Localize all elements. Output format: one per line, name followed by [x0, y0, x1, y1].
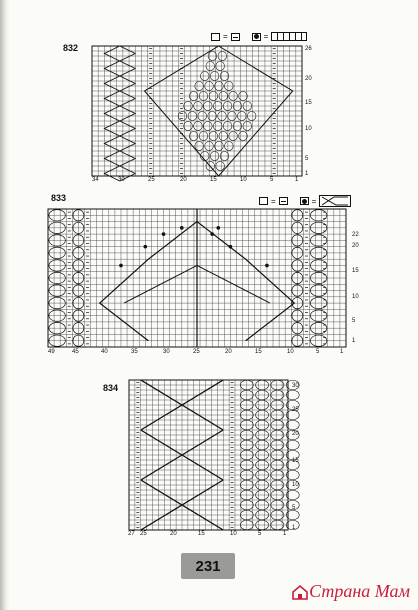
- chart-834-label: 834: [103, 383, 119, 393]
- tick-label: 10: [230, 531, 237, 537]
- stitch-purl-box-icon: [279, 197, 288, 205]
- tick-label: 20: [180, 177, 187, 183]
- cable-icon: [319, 195, 351, 207]
- binding-shadow: [0, 0, 10, 610]
- tick-label: 15: [198, 531, 205, 537]
- tick-label: 10: [305, 126, 312, 132]
- tick-label: 35: [131, 349, 138, 355]
- chart-833-legend: = =: [259, 195, 351, 207]
- tick-label: 10: [292, 482, 299, 488]
- stitch-knit-box-icon: [211, 33, 220, 41]
- grid-lines: [129, 380, 288, 530]
- tick-label: 15: [305, 100, 312, 106]
- tick-label: 1: [295, 177, 299, 183]
- tick-label: 1: [305, 171, 309, 177]
- tick-label: 30: [118, 177, 125, 183]
- lace-diamonds: [104, 46, 135, 181]
- tick-label: 20: [305, 76, 312, 82]
- chart-833-grid: [48, 209, 346, 347]
- chart-834-grid: [129, 380, 288, 530]
- tick-label: 5: [316, 349, 320, 355]
- watermark: [291, 581, 410, 602]
- tick-label: 10: [352, 294, 359, 300]
- tick-label: 20: [352, 243, 359, 249]
- tick-label: 1: [283, 531, 287, 537]
- tick-label: 5: [292, 505, 296, 511]
- stitch-purl-box-icon: [231, 33, 240, 41]
- tick-label: 30: [163, 349, 170, 355]
- tick-label: 15: [210, 177, 217, 183]
- tick-label: 5: [270, 177, 274, 183]
- tick-label: 25: [292, 407, 299, 413]
- chart-834: [129, 380, 288, 530]
- tick-label: 20: [225, 349, 232, 355]
- tick-label: 22: [352, 232, 359, 238]
- chart-833-label: 833: [51, 193, 67, 203]
- chart-833: [48, 209, 346, 347]
- chart-832-label: 832: [63, 43, 79, 53]
- grid-lines: [92, 46, 302, 176]
- bobble-icon: [252, 33, 261, 41]
- tick-label: 40: [101, 349, 108, 355]
- tick-label: 15: [292, 458, 299, 464]
- tick-label: 10: [287, 349, 294, 355]
- tick-label: 15: [352, 268, 359, 274]
- house-icon: [291, 584, 309, 600]
- page-number-badge: [181, 553, 235, 579]
- bobble-icon: [300, 197, 309, 205]
- tick-label: 25: [148, 177, 155, 183]
- tick-label: 5: [352, 318, 356, 324]
- tick-label: 26: [305, 46, 312, 52]
- tick-label: 49: [48, 349, 55, 355]
- tick-label: 15: [255, 349, 262, 355]
- tick-label: 1: [352, 338, 356, 344]
- tick-label: 1: [292, 525, 296, 531]
- tick-label: 10: [240, 177, 247, 183]
- tick-label: 5: [258, 531, 262, 537]
- watermark-text: Страна Мам: [309, 581, 410, 601]
- stitch-knit-box-icon: [259, 197, 268, 205]
- tick-label: 30: [292, 383, 299, 389]
- bobble-symbol-icon: [271, 32, 307, 41]
- tick-label: 20: [170, 531, 177, 537]
- chart-832-grid: [92, 46, 302, 176]
- chart-832-legend: = =: [211, 32, 307, 41]
- tick-label: 1: [340, 349, 344, 355]
- tick-label: 25: [193, 349, 200, 355]
- tick-label: 34: [92, 177, 99, 183]
- tick-label: 25: [140, 531, 147, 537]
- tick-label: 20: [292, 431, 299, 437]
- tick-label: 45: [72, 349, 79, 355]
- tick-label: 27: [128, 531, 135, 537]
- tick-label: 5: [305, 156, 309, 162]
- chart-832: [92, 46, 302, 176]
- page-number: 231: [195, 557, 221, 575]
